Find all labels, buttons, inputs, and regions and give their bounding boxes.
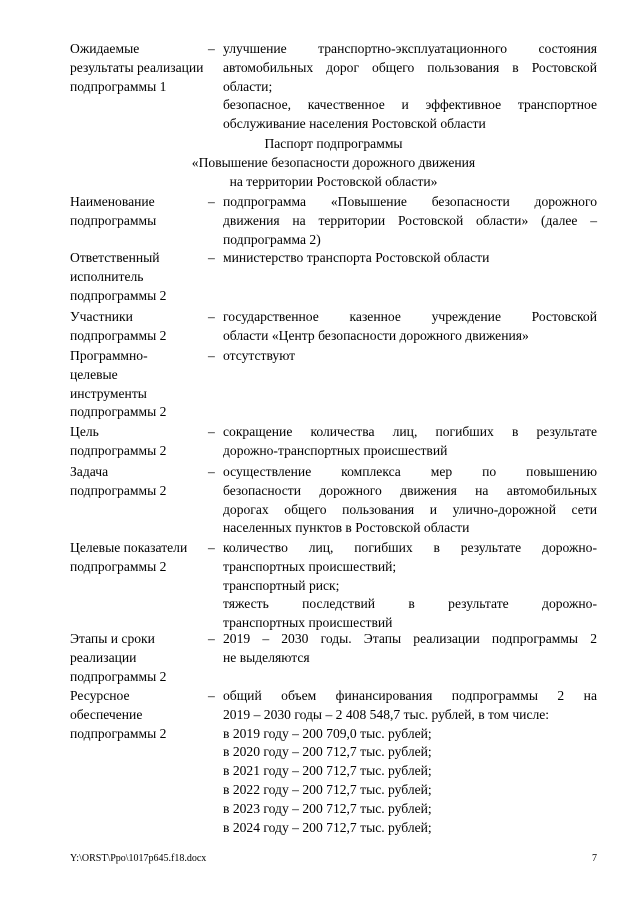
row-dash: –	[208, 194, 215, 209]
row-label: Программно-целевые инструменты подпрограммы 2	[70, 348, 167, 420]
row-content	[223, 687, 597, 837]
content-line: дорогах общего пользования и улично-дорожной сети	[223, 501, 597, 517]
content-line: осуществление комплекса мер по повышению	[223, 464, 597, 479]
content-line: количество лиц, погибших в результате дорожно-	[223, 540, 597, 555]
content-line: министерство транспорта Ростовской области	[223, 250, 490, 265]
content-line: государственное казенное учреждение Ростовской	[223, 309, 597, 324]
row-content	[223, 249, 597, 268]
content-line: не выделяются	[223, 649, 310, 665]
row-content	[223, 630, 597, 668]
row-content	[223, 193, 597, 249]
row-label: Ожидаемые результаты реализации подпрограммы 1	[70, 41, 204, 94]
passport-title: Паспорт подпрограммы	[264, 136, 403, 151]
row-content	[223, 40, 597, 134]
content-line: транспортных происшествий	[223, 615, 393, 631]
content-line: улучшение транспортно-эксплуатационного состояния	[223, 41, 597, 56]
content-line: безопасное, качественное и эффективное транспортное	[223, 97, 597, 113]
row-label: Целевые показатели подпрограммы 2	[70, 540, 188, 574]
row-dash: –	[208, 688, 215, 703]
content-line: в 2020 году – 200 712,7 тыс. рублей;	[223, 744, 432, 760]
content-line: в 2021 году – 200 712,7 тыс. рублей;	[223, 763, 432, 779]
content-line: подпрограмма «Повышение безопасности дорожного	[223, 194, 597, 209]
row-content	[223, 463, 597, 538]
content-line: в 2022 году – 200 712,7 тыс. рублей;	[223, 781, 432, 797]
row-label: Цель подпрограммы 2	[70, 424, 167, 458]
content-line: в 2019 году – 200 709,0 тыс. рублей;	[223, 725, 432, 741]
row-label: Ресурсное обеспечение подпрограммы 2	[70, 688, 167, 741]
content-line: 2019 – 2030 годы – 2 408 548,7 тыс. рублей, в том числе:	[223, 706, 550, 722]
row-dash: –	[208, 631, 215, 646]
passport-subtitle-2: на территории Ростовской области»	[229, 173, 438, 189]
row-label: Участники подпрограммы 2	[70, 309, 167, 343]
content-line: 2019 – 2030 годы. Этапы реализации подпрограммы 2	[223, 631, 597, 646]
row-dash: –	[208, 348, 215, 363]
footer-file-path: Y:\ORST\Ppo\1017p645.f18.docx	[70, 853, 207, 864]
content-line: обслуживание населения Ростовской области	[223, 116, 486, 132]
row-content	[223, 347, 597, 366]
row-content	[223, 539, 597, 633]
row-content	[223, 308, 597, 346]
content-line: в 2023 году – 200 712,7 тыс. рублей;	[223, 800, 432, 816]
content-line: автомобильных дорог общего пользования в Ростовской	[223, 59, 597, 75]
row-label: Этапы и сроки реализации подпрограммы 2	[70, 631, 167, 684]
content-line: движения на территории Ростовской области» (далее –	[223, 212, 597, 228]
passport-heading	[70, 135, 597, 191]
content-line: отсутствуют	[223, 348, 296, 363]
content-line: области;	[223, 78, 273, 94]
row-content	[223, 423, 597, 461]
row-dash: –	[208, 424, 215, 439]
content-line: тяжесть последствий в результате дорожно-	[223, 596, 597, 612]
row-dash: –	[208, 250, 215, 265]
passport-subtitle: «Повышение безопасности дорожного движения	[191, 154, 476, 170]
content-line: населенных пунктов в Ростовской области	[223, 520, 470, 536]
row-dash: –	[208, 464, 215, 479]
content-line: сокращение количества лиц, погибших в результате	[223, 424, 597, 439]
content-line: транспортных происшествий;	[223, 558, 397, 574]
content-line: области «Центр безопасности дорожного движения»	[223, 327, 529, 343]
content-line: в 2024 году – 200 712,7 тыс. рублей;	[223, 819, 432, 835]
content-line: транспортный риск;	[223, 577, 340, 593]
row-label: Ответственный исполнитель подпрограммы 2	[70, 250, 167, 303]
content-line: дорожно-транспортных происшествий	[223, 442, 448, 458]
content-line: подпрограмма 2)	[223, 231, 321, 247]
row-dash: –	[208, 41, 215, 56]
content-line: общий объем финансирования подпрограммы 2 на	[223, 688, 597, 703]
row-dash: –	[208, 540, 215, 555]
row-label: Задача подпрограммы 2	[70, 464, 167, 498]
row-dash: –	[208, 309, 215, 324]
footer-page-number: 7	[592, 853, 597, 864]
row-label: Наименование подпрограммы	[70, 194, 157, 228]
content-line: безопасности дорожного движения на автомобильных	[223, 482, 597, 498]
